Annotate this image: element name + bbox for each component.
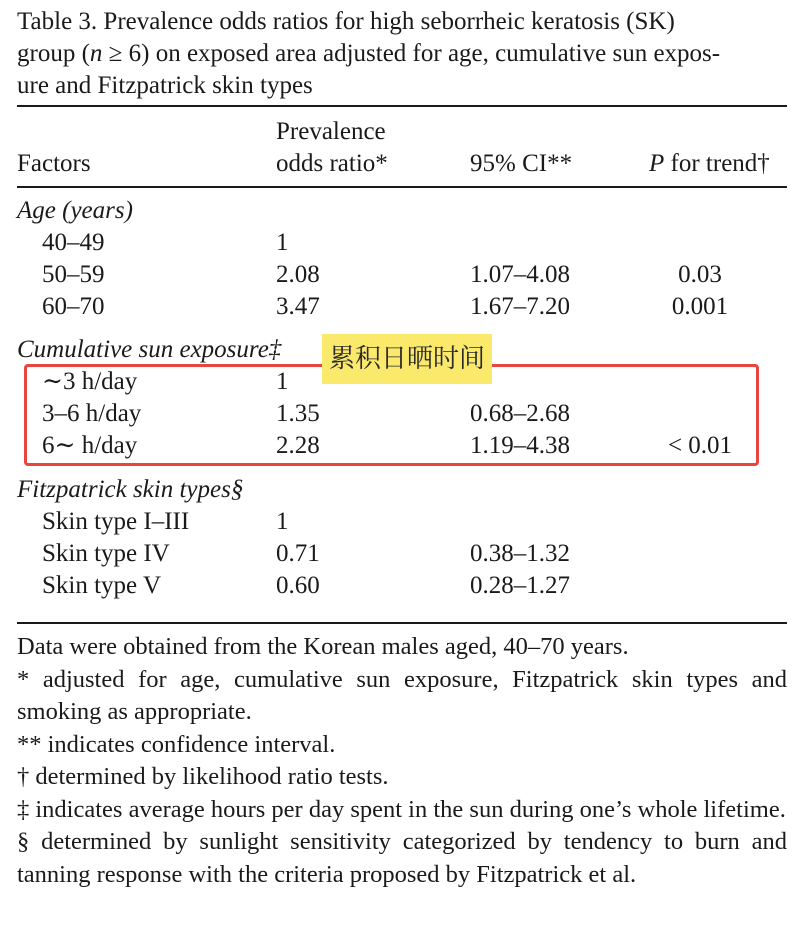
header-p-trend: P for trend† — [649, 150, 770, 177]
table-row-ci: 1.07–4.08 — [470, 261, 570, 288]
group-label-age: Age (years) — [17, 197, 133, 224]
table-row-factor: 3–6 h/day — [42, 400, 142, 427]
header-factors: Factors — [17, 150, 91, 177]
table-row-ci: 1.67–7.20 — [470, 293, 570, 320]
top-rule — [17, 105, 787, 107]
footnote: * adjusted for age, cumulative sun exposure, Fitzpatrick skin types and smoking as appropriate. — [17, 665, 787, 725]
table-row-factor: 40–49 — [42, 229, 105, 256]
table-row-factor: 6∼ h/day — [42, 432, 138, 459]
table-row-factor: 60–70 — [42, 293, 105, 320]
table-footnotes — [17, 631, 787, 891]
table-row-odds-ratio: 3.47 — [276, 293, 320, 320]
header-ci: 95% CI** — [470, 150, 573, 177]
table-row-odds-ratio: 0.60 — [276, 572, 320, 599]
table-row-factor: Skin type I–III — [42, 508, 190, 535]
annotation-label: 累积日晒时间 — [322, 334, 492, 384]
footnote: ** indicates confidence interval. — [17, 730, 336, 758]
caption-line-3: ure and Fitzpatrick skin types — [17, 72, 313, 99]
group-label-sun-exposure: Cumulative sun exposure‡ — [17, 336, 282, 363]
table-row-odds-ratio: 1.35 — [276, 400, 320, 427]
header-rule — [17, 186, 787, 188]
footnote: Data were obtained from the Korean males aged, 40–70 years. — [17, 633, 629, 660]
table-row-p-trend: 0.03 — [678, 261, 722, 288]
table-row-odds-ratio: 1 — [276, 368, 289, 395]
footnote: § determined by sunlight sensitivity categorized by tendency to burn and tanning response with the criteria proposed by Fitzpatrick et al. — [17, 828, 787, 888]
table-row-factor: Skin type IV — [42, 540, 170, 567]
table-row-ci: 0.28–1.27 — [470, 572, 570, 599]
table-row-ci: 0.38–1.32 — [470, 540, 570, 567]
table-row-p-trend: 0.001 — [671, 293, 729, 320]
footnote: ‡ indicates average hours per day spent in the sun during one’s whole lifetime. — [17, 795, 786, 823]
bottom-rule — [17, 622, 787, 624]
footnote: † determined by likelihood ratio tests. — [17, 763, 389, 790]
table-caption — [17, 6, 787, 102]
table-row-ci: 1.19–4.38 — [470, 432, 570, 459]
header-odds-ratio-line-1: Prevalence — [276, 118, 386, 145]
table-row-factor: 50–59 — [42, 261, 105, 288]
header-odds-ratio-line-2: odds ratio* — [276, 150, 388, 177]
caption-line-1: Table 3. Prevalence odds ratios for high seborrheic keratosis (SK) — [17, 8, 675, 35]
table-row-p-trend: < 0.01 — [667, 432, 733, 459]
table-row-odds-ratio: 1 — [276, 508, 289, 535]
table-row-odds-ratio: 2.28 — [276, 432, 320, 459]
table-row-odds-ratio: 0.71 — [276, 540, 320, 567]
table-row-odds-ratio: 1 — [276, 229, 289, 256]
table-row-factor: Skin type V — [42, 572, 161, 599]
table-row-odds-ratio: 2.08 — [276, 261, 320, 288]
caption-line-2: group (n ≥ 6) on exposed area adjusted for age, cumulative sun expos- — [17, 40, 721, 67]
table-row-factor: ∼3 h/day — [42, 368, 138, 395]
table-row-ci: 0.68–2.68 — [470, 400, 570, 427]
group-label-fitzpatrick: Fitzpatrick skin types§ — [17, 476, 244, 503]
